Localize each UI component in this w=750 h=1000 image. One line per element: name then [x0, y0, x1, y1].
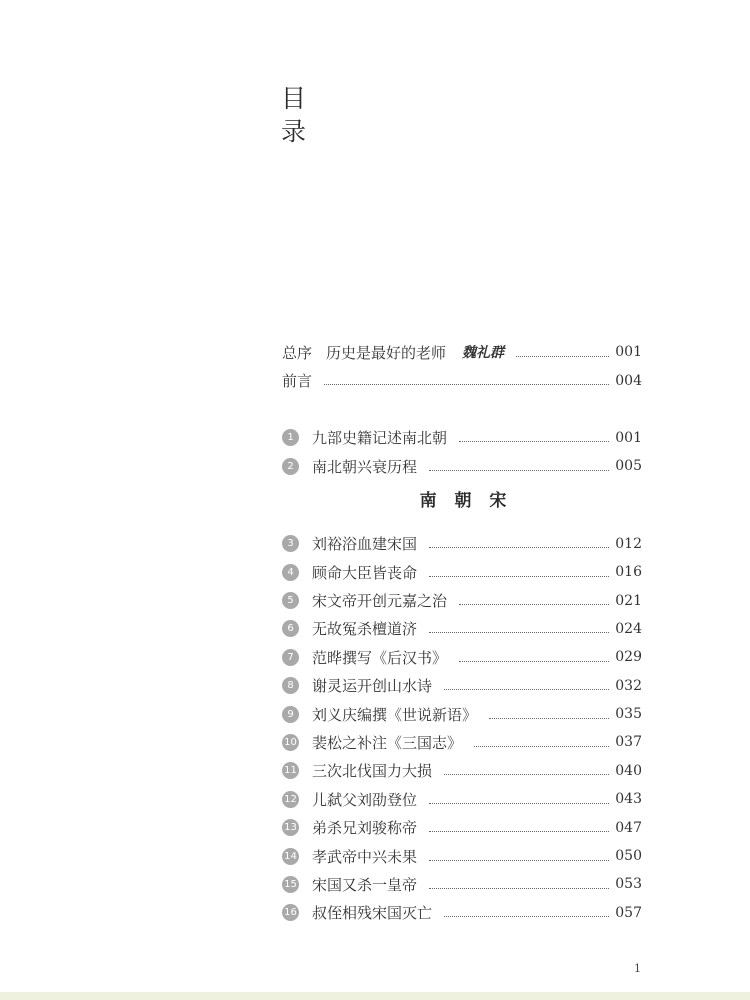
- toc-entry-title: 叔侄相残宋国灭亡: [312, 904, 433, 923]
- dot-leader: [429, 888, 609, 889]
- toc-entry-title: 宋文帝开创元嘉之治: [312, 592, 448, 611]
- toc-page-number: 050: [615, 848, 642, 865]
- dot-leader: [516, 356, 609, 357]
- toc-entry-title: 刘裕浴血建宋国: [312, 535, 418, 554]
- toc-page-number: 001: [615, 429, 642, 446]
- toc-row[interactable]: [282, 672, 642, 700]
- dot-leader: [444, 689, 609, 690]
- dot-leader: [459, 604, 609, 605]
- dot-leader: [489, 718, 609, 719]
- bottom-edge-strip: [0, 992, 750, 1000]
- chapter-number-badge: 2: [282, 458, 299, 475]
- chapter-number-badge: 5: [282, 592, 299, 609]
- dot-leader: [429, 831, 609, 832]
- chapter-number-badge: 7: [282, 649, 299, 666]
- chapter-number-badge: 15: [282, 876, 299, 893]
- toc-page-number: 005: [615, 458, 642, 475]
- dot-leader: [429, 803, 609, 804]
- toc-row[interactable]: [282, 530, 642, 558]
- toc-entry-title: 九部史籍记述南北朝: [312, 429, 448, 448]
- chapter-number-badge: 14: [282, 848, 299, 865]
- dot-leader: [429, 547, 609, 548]
- toc-row-preface[interactable]: [282, 338, 642, 366]
- chapter-number-badge: 13: [282, 819, 299, 836]
- dot-leader: [429, 860, 609, 861]
- toc-page-number: 057: [615, 904, 642, 921]
- toc-page-number: 032: [615, 677, 642, 694]
- toc-row[interactable]: [282, 586, 642, 614]
- dot-leader: [444, 916, 609, 917]
- title-char-2: 录: [281, 117, 307, 146]
- table-of-contents: [282, 338, 642, 927]
- dot-leader: [429, 470, 609, 471]
- dot-leader: [324, 384, 609, 385]
- toc-page-number: 016: [615, 564, 642, 581]
- toc-row[interactable]: [282, 424, 642, 452]
- toc-row[interactable]: [282, 615, 642, 643]
- toc-entry-author: 魏礼群: [462, 345, 505, 362]
- toc-row[interactable]: [282, 785, 642, 813]
- page-title: [281, 82, 306, 148]
- toc-page-number: 012: [615, 535, 642, 552]
- dot-leader: [474, 746, 609, 747]
- chapter-number-badge: 12: [282, 791, 299, 808]
- toc-entry-title: 宋国又杀一皇帝: [312, 875, 418, 894]
- dot-leader: [429, 576, 609, 577]
- toc-page-number: 004: [615, 372, 642, 389]
- chapter-number-badge: 4: [282, 564, 299, 581]
- spacer: [282, 395, 642, 424]
- chapter-number-badge: 3: [282, 535, 299, 552]
- toc-entry-title: 无故冤杀檀道济: [312, 620, 418, 639]
- toc-page-number: 037: [615, 734, 642, 751]
- dot-leader: [429, 632, 609, 633]
- dot-leader: [444, 774, 609, 775]
- toc-entry-title: 孝武帝中兴未果: [312, 847, 418, 866]
- dot-leader: [459, 661, 609, 662]
- toc-entry-title: 三次北伐国力大损: [312, 762, 433, 781]
- toc-entry-title: 顾命大臣皆丧命: [312, 563, 418, 582]
- title-char-1: 目: [281, 84, 307, 113]
- chapter-number-badge: 11: [282, 762, 299, 779]
- toc-page-number: 047: [615, 819, 642, 836]
- toc-row-foreword[interactable]: [282, 366, 642, 394]
- toc-row[interactable]: [282, 899, 642, 927]
- toc-row[interactable]: [282, 757, 642, 785]
- toc-row[interactable]: [282, 728, 642, 756]
- chapter-number-badge: 16: [282, 904, 299, 921]
- toc-entry-title: 历史是最好的老师: [326, 343, 447, 362]
- page-folio-number: 1: [634, 962, 641, 975]
- toc-entry-title: 裴松之补注《三国志》: [312, 733, 463, 752]
- toc-page-number: 043: [615, 791, 642, 808]
- toc-entry-title: 刘义庆编撰《世说新语》: [312, 705, 478, 724]
- toc-row[interactable]: [282, 842, 642, 870]
- toc-entry-title: 谢灵运开创山水诗: [312, 677, 433, 696]
- toc-page-number: 024: [615, 620, 642, 637]
- toc-entry-title: 前言: [282, 372, 313, 391]
- toc-entry-title: 范晔撰写《后汉书》: [312, 648, 448, 667]
- toc-page-number: 029: [615, 649, 642, 666]
- chapter-number-badge: 10: [282, 734, 299, 751]
- chapter-number-badge: 1: [282, 429, 299, 446]
- chapter-number-badge: 6: [282, 620, 299, 637]
- toc-page-number: 001: [615, 344, 642, 361]
- section-heading: 南 朝 宋: [419, 490, 513, 511]
- toc-entry-title: 弟杀兄刘骏称帝: [312, 819, 418, 838]
- dot-leader: [459, 441, 609, 442]
- toc-page-number: 053: [615, 876, 642, 893]
- toc-row[interactable]: [282, 700, 642, 728]
- toc-page-number: 040: [615, 762, 642, 779]
- toc-page-number: 021: [615, 592, 642, 609]
- toc-page-number: 035: [615, 706, 642, 723]
- toc-row[interactable]: [282, 643, 642, 671]
- toc-row[interactable]: [282, 558, 642, 586]
- chapter-number-badge: 8: [282, 677, 299, 694]
- toc-prefix: 总序: [282, 343, 313, 362]
- toc-row[interactable]: [282, 813, 642, 841]
- toc-row[interactable]: [282, 870, 642, 898]
- toc-row[interactable]: [282, 452, 642, 480]
- toc-entry-title: 儿弑父刘劭登位: [312, 790, 418, 809]
- toc-entry-title: 南北朝兴衰历程: [312, 457, 418, 476]
- chapter-number-badge: 9: [282, 706, 299, 723]
